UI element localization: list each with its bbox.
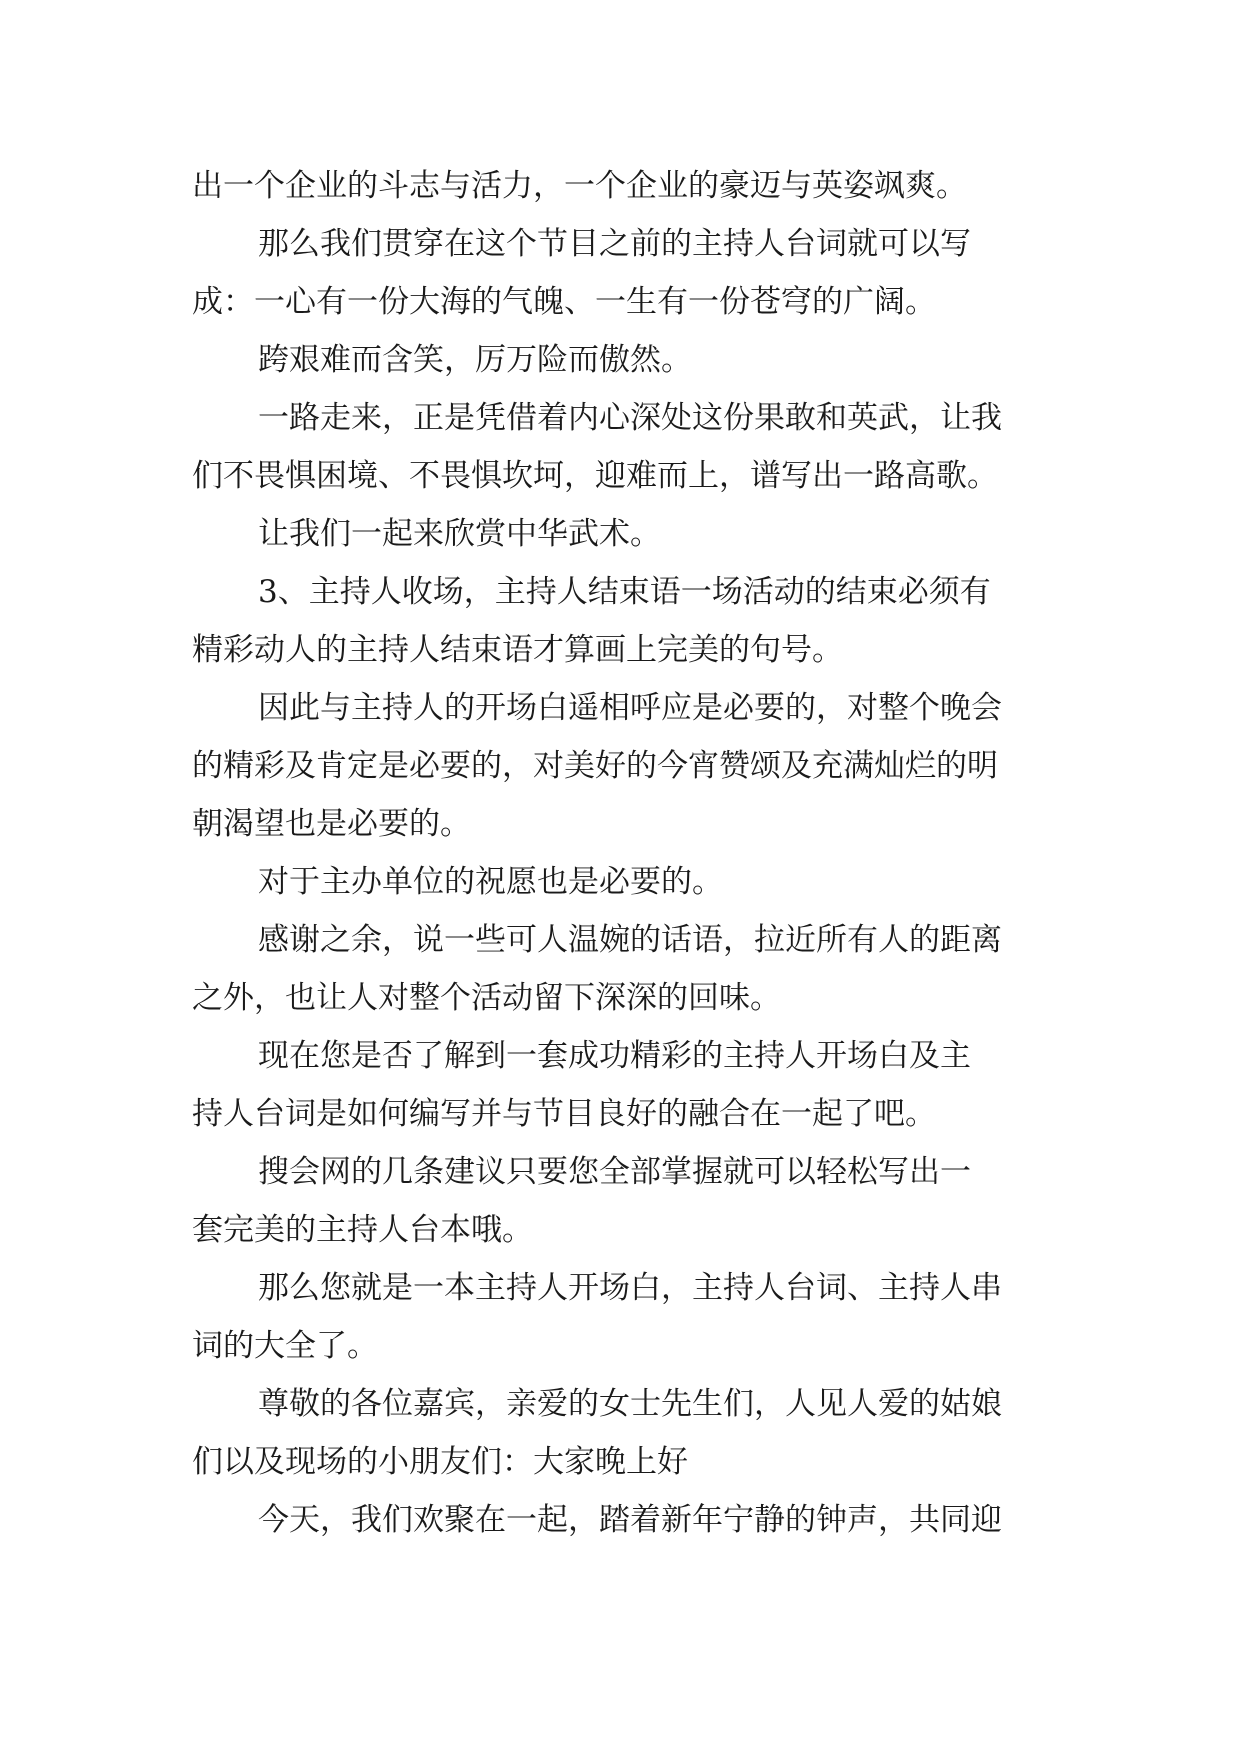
- text-line: 之外，也让人对整个活动留下深深的回味。: [192, 980, 781, 1016]
- text-line: 词的大全了。: [192, 1328, 378, 1364]
- document-body: [192, 157, 1062, 1549]
- text-line: 跨艰难而含笑，厉万险而傲然。: [258, 342, 692, 378]
- text-line: 那么您就是一本主持人开场白，主持人台词、主持人串: [258, 1270, 1002, 1306]
- text-line: 成：一心有一份大海的气魄、一生有一份苍穹的广阔。: [192, 284, 936, 320]
- text-line: 让我们一起来欣赏中华武术。: [258, 516, 661, 552]
- text-line: 一路走来，正是凭借着内心深处这份果敢和英武，让我: [258, 400, 1002, 436]
- text-line: 尊敬的各位嘉宾，亲爱的女士先生们，人见人爱的姑娘: [258, 1386, 1002, 1422]
- text-line: 对于主办单位的祝愿也是必要的。: [258, 864, 723, 900]
- text-line: 套完美的主持人台本哦。: [192, 1212, 533, 1248]
- text-line: 持人台词是如何编写并与节目良好的融合在一起了吧。: [192, 1096, 936, 1132]
- text-line: 现在您是否了解到一套成功精彩的主持人开场白及主: [258, 1038, 971, 1074]
- text-line: 们不畏惧困境、不畏惧坎坷，迎难而上，谱写出一路高歌。: [192, 458, 998, 494]
- text-line: 3、主持人收场，主持人结束语一场活动的结束必须有: [258, 574, 991, 610]
- text-line: 们以及现场的小朋友们：大家晚上好: [192, 1444, 688, 1480]
- text-line: 朝渴望也是必要的。: [192, 806, 471, 842]
- text-line: 因此与主持人的开场白遥相呼应是必要的，对整个晚会: [258, 690, 1002, 726]
- text-line: 搜会网的几条建议只要您全部掌握就可以轻松写出一: [258, 1154, 971, 1190]
- text-line: 感谢之余，说一些可人温婉的话语，拉近所有人的距离: [258, 922, 1002, 958]
- text-line: 精彩动人的主持人结束语才算画上完美的句号。: [192, 632, 843, 668]
- text-line: 那么我们贯穿在这个节目之前的主持人台词就可以写: [258, 226, 971, 262]
- text-line: 的精彩及肯定是必要的，对美好的今宵赞颂及充满灿烂的明: [192, 748, 998, 784]
- text-line: 出一个企业的斗志与活力，一个企业的豪迈与英姿飒爽。: [192, 168, 967, 204]
- text-line: 今天，我们欢聚在一起，踏着新年宁静的钟声，共同迎: [258, 1502, 1002, 1538]
